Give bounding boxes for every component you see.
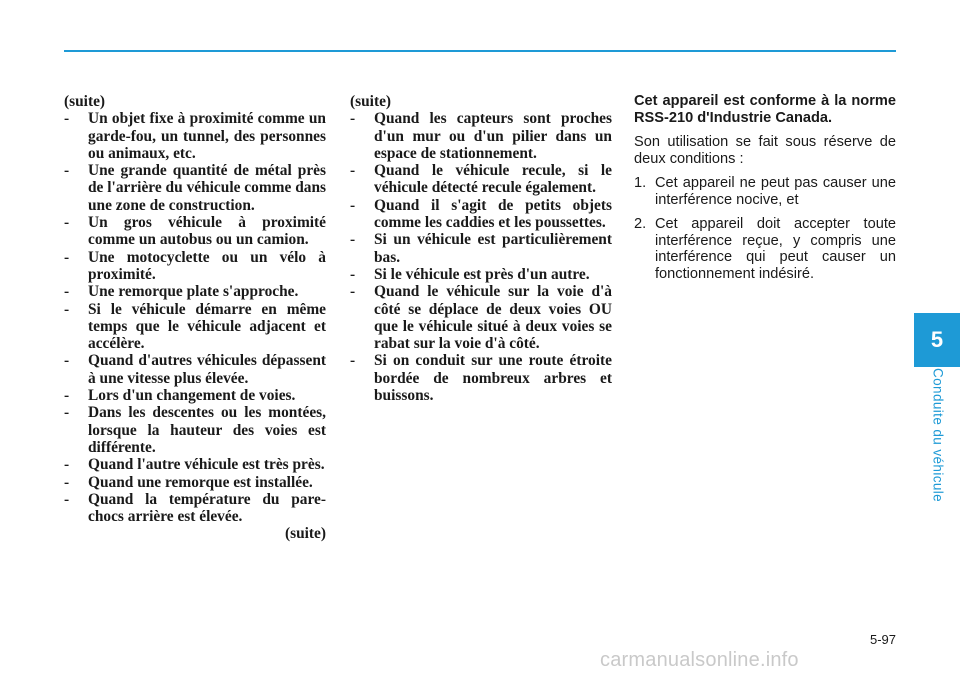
chapter-number-tab: 5 <box>914 313 960 367</box>
list-item: -Quand d'autres véhicules dépassent à une vitesse plus élevée. <box>64 352 326 387</box>
list-item: -Un gros véhicule à proximité comme un autobus ou un camion. <box>64 214 326 249</box>
list-item: -Quand la température du pare-chocs arrière est élevée. <box>64 490 326 526</box>
watermark: carmanualsonline.info <box>600 649 799 671</box>
list-item: -Un objet fixe à proximité comme un garde-fou, un tunnel, des personnes ou animaux, etc. <box>64 110 326 162</box>
column-2 <box>350 93 612 404</box>
list-item: -Si un véhicule est particulièrement bas. <box>350 231 612 266</box>
column-3 <box>634 93 896 290</box>
list-item: -Une grande quantité de métal près de l'arrière du véhicule comme dans une zone de construction. <box>64 162 326 214</box>
list-item: -Si le véhicule est près d'un autre. <box>350 265 590 283</box>
list-item: -Une remorque plate s'approche. <box>64 283 299 301</box>
list-item: -Dans les descentes ou les montées, lorsque la hauteur des voies est différente. <box>64 404 326 456</box>
condition-item: 2. Cet appareil doit accepter toute interférence reçue, y compris une interférence qui peut causer un fonctionnement indésiré. <box>634 216 896 282</box>
list-item: -Quand le véhicule recule, si le véhicule détecté recule également. <box>350 162 612 197</box>
list-item: -Quand les capteurs sont proches d'un mur ou d'un pilier dans un espace de stationnement. <box>350 110 612 162</box>
header-rule <box>64 50 896 52</box>
list-item: -Lors d'un changement de voies. <box>64 387 296 405</box>
column-1 <box>64 93 326 543</box>
condition-item: 1. Cet appareil ne peut pas causer une interférence nocive, et <box>634 175 896 208</box>
list-item: -Quand le véhicule sur la voie d'à côté se déplace de deux voies OU que le véhicule situé à deux voies se rabat sur la voie d'à côté. <box>350 283 612 353</box>
suite-start-label: (suite) <box>350 93 392 110</box>
conditions-intro: Son utilisation se fait sous réserve de deux conditions : <box>634 134 896 167</box>
list-item: -Si le véhicule démarre en même temps que le véhicule adjacent et accélère. <box>64 300 326 353</box>
list-item: -Une motocyclette ou un vélo à proximité. <box>64 248 326 283</box>
suite-end-label: (suite) <box>284 525 326 543</box>
chapter-title: Conduite du véhicule <box>930 368 946 503</box>
suite-start-label: (suite) <box>64 93 106 110</box>
page-number: 5-97 <box>869 632 896 647</box>
list-item: -Quand il s'agit de petits objets comme les caddies et les poussettes. <box>350 196 612 232</box>
list-item: -Quand l'autre véhicule est très près. <box>64 456 325 474</box>
compliance-heading: Cet appareil est conforme à la norme RSS-210 d'Industrie Canada. <box>634 93 896 126</box>
list-item: -Si on conduit sur une route étroite bordée de nombreux arbres et buissons. <box>350 352 612 405</box>
list-item: -Quand une remorque est installée. <box>64 473 313 491</box>
